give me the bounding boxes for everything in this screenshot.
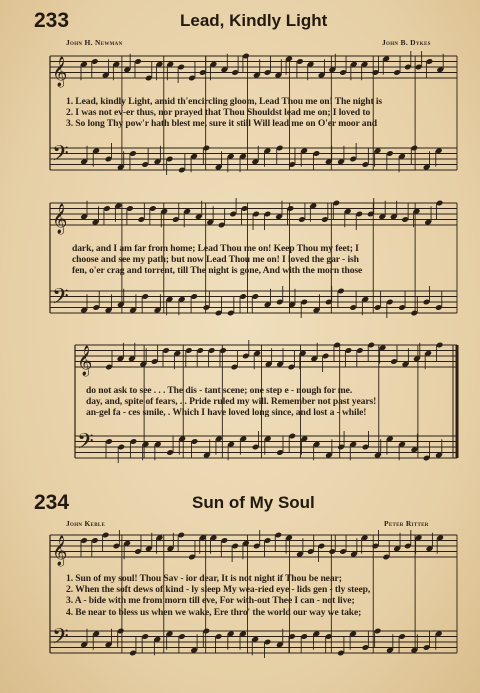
verse-line: day, and, spite of fears, . . Pride ruled my will. Remember not past years! [86,396,377,408]
hymn-title: Sun of My Soul [192,493,315,512]
verse-block [66,573,370,618]
lyricist-credit: John H. Newman [66,38,123,47]
hymn-number: 234 [34,491,70,514]
bass-clef: 𝄢 [52,141,69,172]
verse-line: 2. When the soft dews of kind - ly sleep My wea-ried eye - lids gen - tly steep, [66,584,371,596]
verse-line: 3. A - bide with me from morn till eve, For with-out Thee I can - not live; [66,595,355,607]
hymn-title: Lead, Kindly Light [180,11,328,30]
lyricist-credit: John Keble [66,519,106,528]
verse-line: do not ask to see . . . The dis - tant scene; one step e - nough for me. [86,385,353,396]
verse-line: 1. Lead, kindly Light, amid th'encircling gloom, Lead Thou me on! The night is [66,96,383,107]
treble-clef: 𝄞 [77,346,93,376]
treble-clef: 𝄞 [52,57,68,87]
hymn-number: 233 [34,9,70,32]
verse-line: 1. Sun of my soul! Thou Sav - ior dear, It is not night if Thou be near; [66,573,342,584]
verse-line: dark, and I am far from home; Lead Thou me on! Keep Thou my feet; I [72,243,359,254]
verse-line: choose and see my path; but now Lead Thou me on! I loved the gar - ish [72,254,359,266]
treble-clef: 𝄞 [52,536,68,566]
bass-clef: 𝄢 [77,429,94,460]
composer-credit: John B. Dykes [382,38,431,47]
treble-clef: 𝄞 [52,204,68,234]
verse-line: 4. Be near to bless us when we wake, Ere thro' the world our way we take; [66,606,362,618]
bass-clef: 𝄢 [52,284,69,315]
bass-clef: 𝄢 [52,624,69,655]
verse-line: 3. So long Thy pow'r hath blest me, sure it still Will lead me on O'er moor and [66,118,377,130]
verse-block [72,243,362,277]
verse-block [66,96,382,130]
verse-line: 2. I was not ev-er thus, nor prayed that Thou Shouldst lead me on; I loved to [66,107,371,119]
composer-credit: Peter Ritter [384,519,429,528]
verse-line: an-gel fa - ces smile, . Which I have loved long since, and lost a - while! [86,407,367,419]
verse-block [86,385,376,419]
verse-line: fen, o'er crag and torrent, till The night is gone, And with the morn those [72,265,363,277]
